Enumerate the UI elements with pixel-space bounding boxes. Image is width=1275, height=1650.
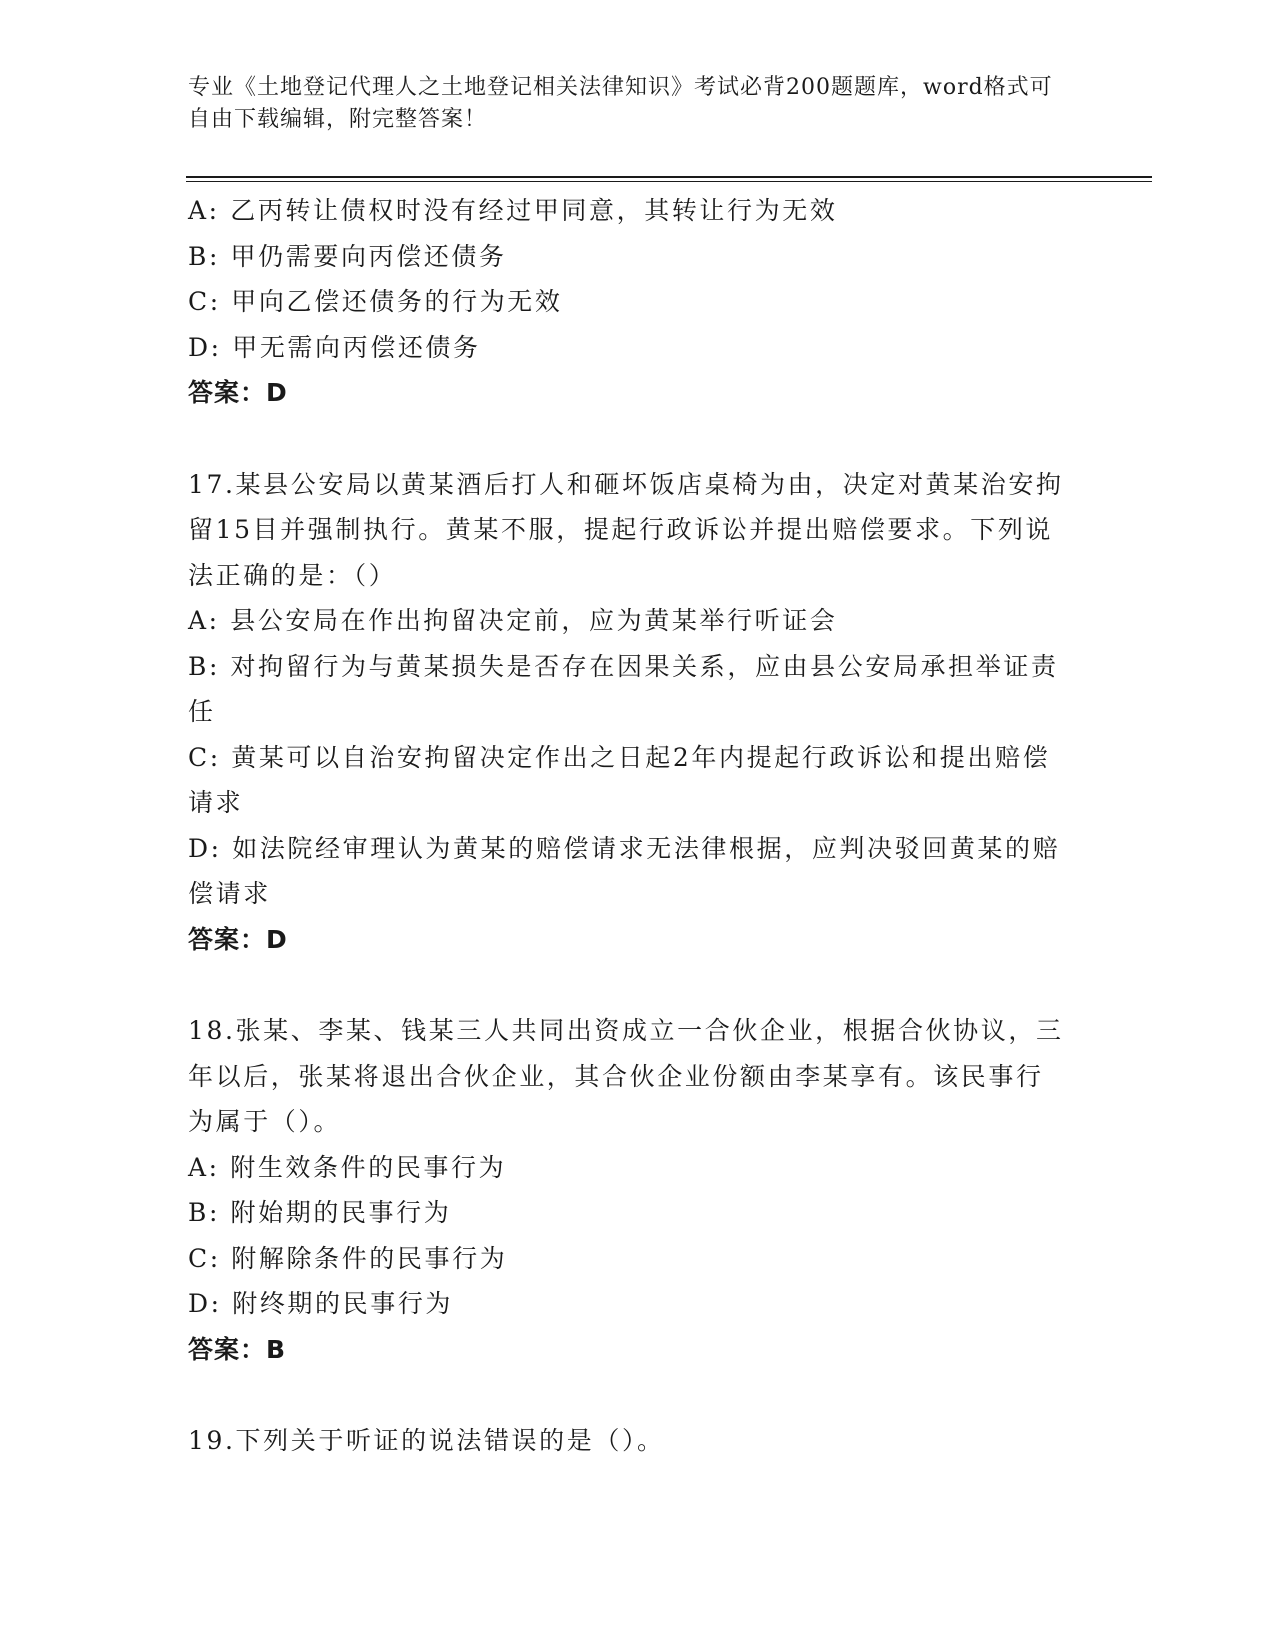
header-divider-thick (186, 176, 1152, 178)
option-a: A: 县公安局在作出拘留决定前，应为黄某举行听证会 (188, 606, 838, 635)
question-stem: 19.下列关于听证的说法错误的是（）。 (188, 1426, 665, 1455)
question-block-19 (188, 1418, 1068, 1464)
option-d: D: 如法院经审理认为黄某的赔偿请求无法律根据，应判决驳回黄某的赔偿请求 (188, 833, 1061, 908)
option-b: B: 对拘留行为与黄某损失是否存在因果关系，应由县公安局承担举证责任 (188, 651, 1059, 726)
question-block-17 (188, 462, 1068, 963)
option-b: B: 附始期的民事行为 (188, 1198, 452, 1227)
answer-line: 答案：B (188, 1334, 287, 1364)
spacer (188, 416, 1068, 462)
option-a: A: 乙丙转让债权时没有经过甲同意，其转让行为无效 (188, 196, 838, 225)
spacer (188, 962, 1068, 1008)
option-d: D: 附终期的民事行为 (188, 1289, 454, 1318)
spacer (188, 1372, 1068, 1418)
option-a: A: 附生效条件的民事行为 (188, 1152, 507, 1182)
option-c: C: 黄某可以自治安拘留决定作出之日起2年内提起行政诉讼和提出赔偿请求 (188, 742, 1051, 817)
document-header-title: 专业《土地登记代理人之土地登记相关法律知识》考试必背200题题库，word格式可自由下载编辑，附完整答案！ (188, 75, 1053, 132)
option-d: D: 甲无需向丙偿还债务 (188, 332, 481, 362)
answer-line: 答案：D (188, 924, 288, 954)
option-b: B: 甲仍需要向丙偿还债务 (188, 241, 507, 271)
option-c: C: 甲向乙偿还债务的行为无效 (188, 287, 563, 316)
question-stem: 18.张某、李某、钱某三人共同出资成立一合伙企业，根据合伙协议，三年以后，张某将退出合伙企业，其合伙企业份额由李某享有。该民事行为属于（）。 (188, 1016, 1064, 1136)
question-block-16 (188, 188, 1068, 416)
question-block-18 (188, 1008, 1068, 1372)
header-divider-thin (186, 181, 1152, 182)
option-c: C: 附解除条件的民事行为 (188, 1243, 508, 1273)
question-content (188, 188, 1068, 1464)
answer-line: 答案：D (188, 378, 288, 407)
question-stem: 17.某县公安局以黄某酒后打人和砸坏饭店桌椅为由，决定对黄某治安拘留15目并强制执行。黄某不服，提起行政诉讼并提出赔偿要求。下列说法正确的是：（） (188, 469, 1064, 590)
